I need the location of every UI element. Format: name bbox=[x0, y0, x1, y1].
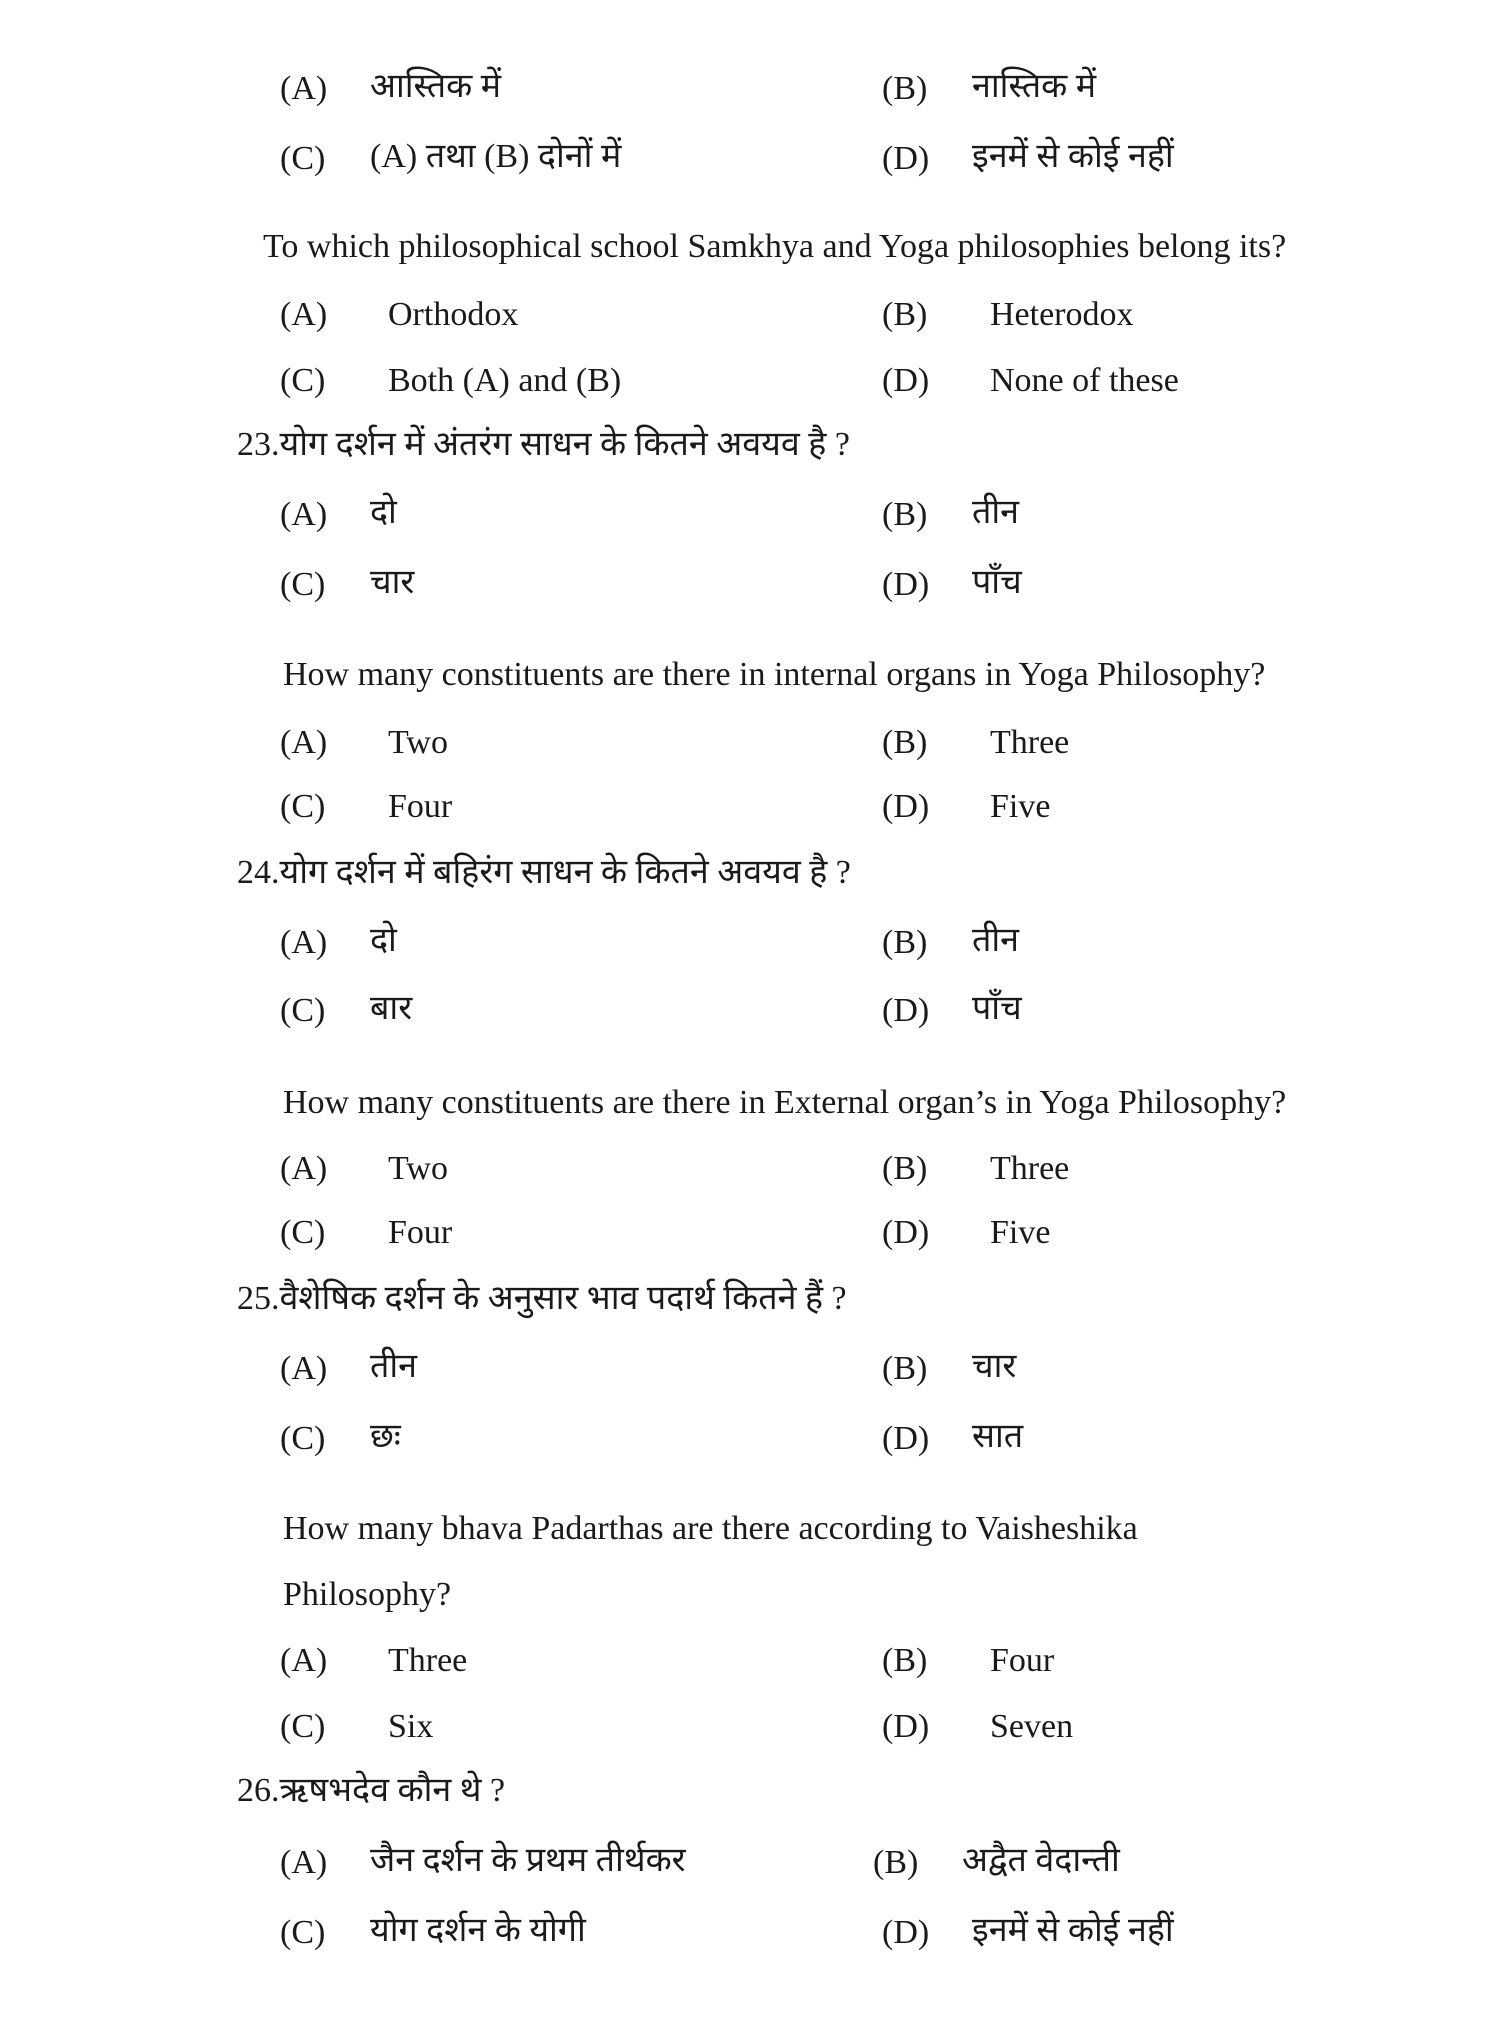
option-text: Four bbox=[990, 1642, 1055, 1679]
option-label: (B) bbox=[882, 70, 928, 107]
option-text: इनमें से कोई नहीं bbox=[972, 1912, 1174, 1949]
option-label: (B) bbox=[882, 1350, 928, 1387]
option-text: Four bbox=[388, 1214, 453, 1251]
option-text: Seven bbox=[990, 1708, 1074, 1745]
option-text: Six bbox=[388, 1708, 434, 1745]
option-label: (C) bbox=[280, 140, 326, 177]
option-label: (B) bbox=[882, 496, 928, 533]
option-text: Two bbox=[388, 1150, 448, 1187]
option-label: (C) bbox=[280, 1214, 326, 1251]
option-text: तीन bbox=[972, 922, 1020, 959]
option-label: (B) bbox=[882, 1642, 928, 1679]
option-text: Three bbox=[990, 1150, 1070, 1187]
option-label: (D) bbox=[882, 566, 930, 603]
option-label: (D) bbox=[882, 1420, 930, 1457]
option-text: तीन bbox=[370, 1348, 418, 1385]
option-label: (A) bbox=[280, 924, 328, 961]
option-label: (B) bbox=[882, 296, 928, 333]
option-label: (D) bbox=[882, 788, 930, 825]
option-text: चार bbox=[370, 564, 415, 601]
option-label: (C) bbox=[280, 992, 326, 1029]
option-text: योग दर्शन के योगी bbox=[370, 1912, 586, 1949]
option-text: चार bbox=[972, 1348, 1017, 1385]
option-label: (A) bbox=[280, 1150, 328, 1187]
q25-english-question-line2: Philosophy? bbox=[283, 1576, 452, 1613]
q25-english-question-line1: How many bhava Padarthas are there according to Vaisheshika bbox=[283, 1510, 1138, 1547]
option-text: तीन bbox=[972, 494, 1020, 531]
option-text: दो bbox=[370, 494, 397, 531]
option-text: Two bbox=[388, 724, 448, 761]
option-text: Five bbox=[990, 788, 1051, 825]
option-label: (C) bbox=[280, 362, 326, 399]
option-label: (A) bbox=[280, 724, 328, 761]
option-text: Three bbox=[388, 1642, 468, 1679]
option-text: आस्तिक में bbox=[370, 68, 502, 105]
option-text: पाँच bbox=[972, 990, 1022, 1027]
option-text: सात bbox=[972, 1418, 1024, 1455]
option-label: (A) bbox=[280, 1350, 328, 1387]
option-label: (B) bbox=[873, 1844, 919, 1881]
q26-hindi-question: 26.ऋषभदेव कौन थे ? bbox=[237, 1772, 506, 1809]
option-text: None of these bbox=[990, 362, 1179, 399]
option-label: (D) bbox=[882, 362, 930, 399]
option-text: जैन दर्शन के प्रथम तीर्थकर bbox=[370, 1842, 686, 1879]
option-label: (A) bbox=[280, 496, 328, 533]
q22-english-question: To which philosophical school Samkhya and Yoga philosophies belong its? bbox=[263, 228, 1287, 265]
option-label: (A) bbox=[280, 296, 328, 333]
option-label: (B) bbox=[882, 724, 928, 761]
option-label: (A) bbox=[280, 70, 328, 107]
option-label: (D) bbox=[882, 1914, 930, 1951]
option-label: (C) bbox=[280, 1914, 326, 1951]
option-text: Three bbox=[990, 724, 1070, 761]
option-label: (B) bbox=[882, 1150, 928, 1187]
option-text: Four bbox=[388, 788, 453, 825]
option-label: (A) bbox=[280, 1642, 328, 1679]
q24-hindi-question: 24.योग दर्शन में बहिरंग साधन के कितने अवयव है ? bbox=[237, 854, 851, 891]
q23-hindi-question: 23.योग दर्शन में अंतरंग साधन के कितने अवयव है ? bbox=[237, 426, 850, 463]
option-text: Orthodox bbox=[388, 296, 519, 333]
option-label: (D) bbox=[882, 992, 930, 1029]
option-label: (C) bbox=[280, 1420, 326, 1457]
option-text: पाँच bbox=[972, 564, 1022, 601]
option-text: दो bbox=[370, 922, 397, 959]
option-label: (C) bbox=[280, 566, 326, 603]
option-text: इनमें से कोई नहीं bbox=[972, 138, 1174, 175]
q23-english-question: How many constituents are there in internal organs in Yoga Philosophy? bbox=[283, 656, 1266, 693]
q24-english-question: How many constituents are there in External organ’s in Yoga Philosophy? bbox=[283, 1084, 1287, 1121]
q25-hindi-question: 25.वैशेषिक दर्शन के अनुसार भाव पदार्थ कितने हैं ? bbox=[237, 1280, 847, 1317]
option-text: अद्वैत वेदान्ती bbox=[962, 1842, 1120, 1879]
option-label: (C) bbox=[280, 1708, 326, 1745]
option-text: नास्तिक में bbox=[972, 68, 1097, 105]
option-label: (A) bbox=[280, 1844, 328, 1881]
option-label: (C) bbox=[280, 788, 326, 825]
option-text: बार bbox=[370, 990, 413, 1027]
option-text: Heterodox bbox=[990, 296, 1134, 333]
option-label: (D) bbox=[882, 140, 930, 177]
option-label: (D) bbox=[882, 1214, 930, 1251]
option-text: छः bbox=[370, 1418, 401, 1455]
option-label: (B) bbox=[882, 924, 928, 961]
option-text: Both (A) and (B) bbox=[388, 362, 622, 399]
option-text: Five bbox=[990, 1214, 1051, 1251]
option-label: (D) bbox=[882, 1708, 930, 1745]
option-text: (A) तथा (B) दोनों में bbox=[370, 138, 622, 175]
